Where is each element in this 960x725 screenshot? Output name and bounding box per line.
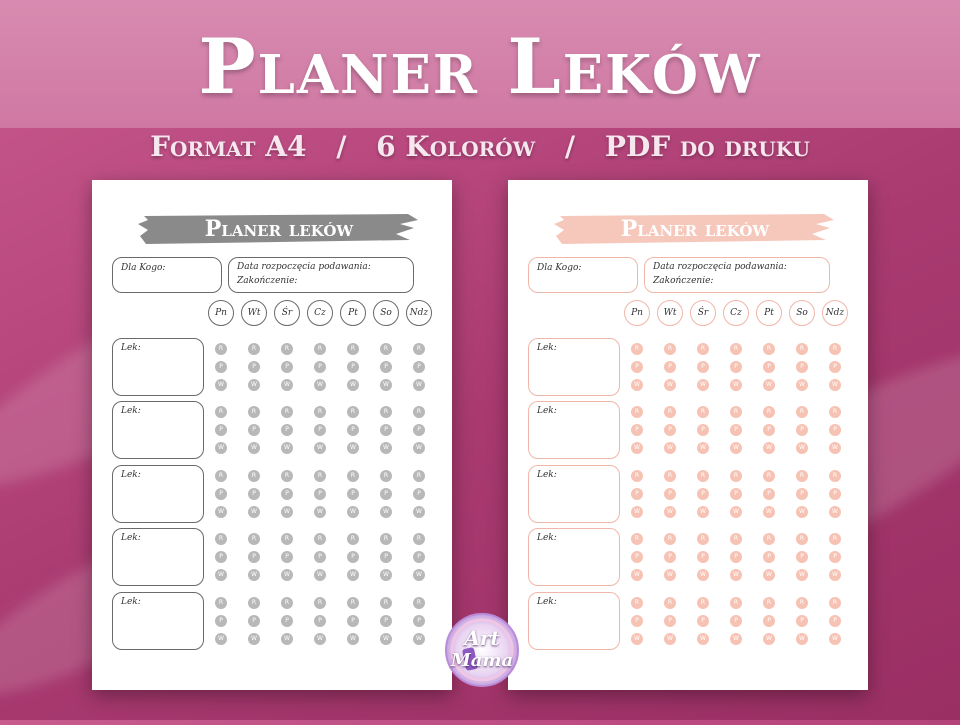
medication-box (528, 338, 620, 396)
dose-dot: R (697, 597, 709, 609)
dose-dot: P (631, 424, 643, 436)
subtitle-format: Format A4 (150, 130, 307, 163)
dose-dot: R (347, 597, 359, 609)
page-title: Planer Leków (198, 22, 762, 111)
dose-dot: W (314, 569, 326, 581)
dose-dot: W (413, 379, 425, 391)
dose-dot: W (763, 506, 775, 518)
dose-dot: R (631, 406, 643, 418)
dose-dot: R (631, 470, 643, 482)
dose-dot: R (314, 343, 326, 355)
medication-box (528, 401, 620, 459)
dose-dot: W (314, 506, 326, 518)
dose-dot: R (347, 343, 359, 355)
dose-dot: W (697, 506, 709, 518)
subtitle-pdf: PDF do druku (604, 130, 810, 163)
dose-dot: P (347, 361, 359, 373)
medication-box (528, 592, 620, 650)
dose-dot: P (730, 361, 742, 373)
dose-dot: P (248, 488, 260, 500)
dose-dot: W (380, 379, 392, 391)
dose-dot: W (413, 442, 425, 454)
medication-label: Lek: (121, 533, 141, 543)
dose-dot: R (380, 406, 392, 418)
dose-dot: P (829, 361, 841, 373)
medication-box (112, 401, 204, 459)
dose-dot: W (829, 633, 841, 645)
medication-label: Lek: (121, 406, 141, 416)
dose-dot: P (248, 424, 260, 436)
dose-dot: P (314, 361, 326, 373)
dose-dot: R (248, 533, 260, 545)
day-header-3: Cz (723, 300, 749, 326)
dose-dot: R (829, 343, 841, 355)
day-header-2: Śr (690, 300, 716, 326)
dose-dot: P (796, 488, 808, 500)
dose-dot: R (281, 406, 293, 418)
dose-dot: W (215, 506, 227, 518)
dose-dot: P (413, 424, 425, 436)
dose-dot: P (697, 488, 709, 500)
medication-label: Lek: (537, 597, 557, 607)
dates-box (644, 257, 830, 293)
day-header-4: Pt (340, 300, 366, 326)
dose-dot: P (281, 488, 293, 500)
dose-dot: R (697, 470, 709, 482)
dose-dot: W (730, 569, 742, 581)
day-header-6: Ndz (406, 300, 432, 326)
medication-box (112, 592, 204, 650)
dose-dot: R (215, 470, 227, 482)
dose-dot: P (347, 551, 359, 563)
dose-dot: P (380, 361, 392, 373)
dose-dot: W (796, 633, 808, 645)
dose-dot: W (631, 442, 643, 454)
subtitle-separator: / (564, 130, 576, 163)
day-header-6: Ndz (822, 300, 848, 326)
dose-dot: R (730, 597, 742, 609)
dose-dot: P (664, 361, 676, 373)
dose-dot: P (380, 488, 392, 500)
dose-dot: P (281, 361, 293, 373)
dose-dot: R (796, 597, 808, 609)
dose-dot: R (763, 597, 775, 609)
dose-dot: P (248, 551, 260, 563)
dose-dot: W (664, 379, 676, 391)
logo-text-art: Art (464, 626, 500, 650)
dose-dot: W (281, 506, 293, 518)
dose-dot: P (281, 424, 293, 436)
dose-dot: P (829, 551, 841, 563)
dose-dot: R (281, 470, 293, 482)
dose-dot: R (763, 470, 775, 482)
dose-dot: R (664, 533, 676, 545)
dose-dot: P (380, 551, 392, 563)
dose-dot: P (314, 615, 326, 627)
dose-dot: W (248, 569, 260, 581)
dose-dot: R (314, 470, 326, 482)
dose-dot: R (380, 597, 392, 609)
dose-dot: R (380, 533, 392, 545)
dose-dot: P (314, 551, 326, 563)
dose-dot: R (215, 533, 227, 545)
dose-dot: R (314, 597, 326, 609)
dose-dot: P (763, 424, 775, 436)
dose-dot: R (763, 406, 775, 418)
dose-dot: W (697, 569, 709, 581)
dose-dot: P (314, 424, 326, 436)
dose-dot: W (215, 442, 227, 454)
for-whom-box (112, 257, 222, 293)
dose-dot: P (631, 551, 643, 563)
dose-dot: W (248, 633, 260, 645)
dose-dot: W (248, 379, 260, 391)
dose-dot: W (664, 569, 676, 581)
subtitle (0, 130, 960, 170)
dose-dot: R (413, 597, 425, 609)
dose-dot: W (281, 633, 293, 645)
dose-dot: R (281, 533, 293, 545)
dose-dot: P (796, 551, 808, 563)
medication-label: Lek: (121, 470, 141, 480)
dose-dot: W (413, 569, 425, 581)
dose-dot: W (347, 506, 359, 518)
dose-dot: R (829, 406, 841, 418)
dose-dot: R (730, 343, 742, 355)
end-date-label: Zakończenie: (653, 276, 714, 286)
dose-dot: P (796, 361, 808, 373)
dose-dot: W (829, 442, 841, 454)
dose-dot: P (763, 615, 775, 627)
subtitle-colors: 6 Kolorów (376, 130, 536, 163)
medication-box (528, 465, 620, 523)
dose-dot: P (631, 488, 643, 500)
dose-dot: R (413, 470, 425, 482)
day-header-0: Pn (624, 300, 650, 326)
dose-dot: R (215, 597, 227, 609)
dose-dot: P (697, 551, 709, 563)
dose-dot: R (281, 343, 293, 355)
day-header-1: Wt (657, 300, 683, 326)
dose-dot: R (248, 343, 260, 355)
dose-dot: R (697, 406, 709, 418)
for-whom-box (528, 257, 638, 293)
dose-dot: R (697, 533, 709, 545)
dose-dot: W (347, 442, 359, 454)
dose-dot: P (730, 551, 742, 563)
dose-dot: W (730, 379, 742, 391)
dose-dot: P (380, 424, 392, 436)
dose-dot: R (829, 533, 841, 545)
dose-dot: P (664, 551, 676, 563)
dose-dot: W (697, 633, 709, 645)
dose-dot: W (413, 633, 425, 645)
dose-dot: P (413, 488, 425, 500)
dose-dot: R (347, 533, 359, 545)
dose-dot: R (796, 533, 808, 545)
dose-dot: R (796, 470, 808, 482)
planner-sheet-peach (508, 180, 868, 690)
dose-dot: P (380, 615, 392, 627)
dose-dot: P (413, 615, 425, 627)
dose-dot: W (413, 506, 425, 518)
dose-dot: P (730, 488, 742, 500)
day-header-5: So (373, 300, 399, 326)
dose-dot: R (413, 533, 425, 545)
dose-dot: R (730, 533, 742, 545)
dose-dot: W (664, 442, 676, 454)
dose-dot: P (248, 361, 260, 373)
dose-dot: P (347, 615, 359, 627)
for-whom-label: Dla Kogo: (121, 263, 166, 273)
day-header-4: Pt (756, 300, 782, 326)
dose-dot: W (314, 633, 326, 645)
dose-dot: W (730, 633, 742, 645)
dose-dot: P (763, 361, 775, 373)
dose-dot: W (380, 633, 392, 645)
dose-dot: W (796, 569, 808, 581)
dose-dot: W (763, 379, 775, 391)
dose-dot: P (215, 551, 227, 563)
dose-dot: R (248, 406, 260, 418)
dose-dot: P (215, 361, 227, 373)
dose-dot: P (413, 361, 425, 373)
dose-dot: P (730, 615, 742, 627)
artmama-logo (444, 612, 520, 688)
dose-dot: P (347, 488, 359, 500)
dose-dot: R (730, 470, 742, 482)
dose-dot: W (347, 569, 359, 581)
dose-dot: P (248, 615, 260, 627)
dose-dot: P (664, 424, 676, 436)
dose-dot: P (215, 615, 227, 627)
dose-dot: W (314, 379, 326, 391)
dose-dot: W (697, 442, 709, 454)
subtitle-separator: / (336, 130, 347, 163)
dose-dot: W (380, 569, 392, 581)
dose-dot: R (215, 343, 227, 355)
dose-dot: W (829, 506, 841, 518)
start-date-label: Data rozpoczęcia podawania: (237, 262, 371, 272)
dose-dot: W (763, 442, 775, 454)
dose-dot: P (314, 488, 326, 500)
dose-dot: P (829, 488, 841, 500)
dose-dot: W (281, 442, 293, 454)
medication-label: Lek: (537, 406, 557, 416)
dose-dot: P (796, 615, 808, 627)
dose-dot: R (248, 470, 260, 482)
dose-dot: P (796, 424, 808, 436)
dose-dot: W (730, 442, 742, 454)
planner-sheet-grey (92, 180, 452, 690)
dose-dot: P (697, 424, 709, 436)
logo-text-mama: Mama (450, 650, 514, 671)
dose-dot: R (664, 597, 676, 609)
dose-dot: P (697, 615, 709, 627)
dose-dot: R (796, 343, 808, 355)
dose-dot: W (763, 569, 775, 581)
medication-label: Lek: (537, 343, 557, 353)
medication-box (528, 528, 620, 586)
dose-dot: W (631, 506, 643, 518)
dose-dot: R (413, 343, 425, 355)
dose-dot: W (314, 442, 326, 454)
dose-dot: P (281, 551, 293, 563)
dose-dot: W (248, 442, 260, 454)
dose-dot: P (631, 361, 643, 373)
medication-box (112, 465, 204, 523)
dose-dot: P (413, 551, 425, 563)
dose-dot: W (215, 633, 227, 645)
dose-dot: R (281, 597, 293, 609)
dose-dot: R (413, 406, 425, 418)
dose-dot: R (829, 597, 841, 609)
dose-dot: R (763, 533, 775, 545)
day-header-3: Cz (307, 300, 333, 326)
dose-dot: P (631, 615, 643, 627)
day-header-0: Pn (208, 300, 234, 326)
dose-dot: W (380, 506, 392, 518)
day-header-1: Wt (241, 300, 267, 326)
dose-dot: R (631, 343, 643, 355)
dose-dot: P (215, 424, 227, 436)
dose-dot: R (215, 406, 227, 418)
dose-dot: W (215, 569, 227, 581)
dose-dot: W (664, 506, 676, 518)
dose-dot: P (664, 615, 676, 627)
dose-dot: W (664, 633, 676, 645)
day-header-5: So (789, 300, 815, 326)
dose-dot: W (796, 506, 808, 518)
dose-dot: R (730, 406, 742, 418)
dose-dot: W (796, 442, 808, 454)
dose-dot: R (796, 406, 808, 418)
dose-dot: R (763, 343, 775, 355)
dose-dot: R (314, 533, 326, 545)
dose-dot: R (380, 343, 392, 355)
start-date-label: Data rozpoczęcia podawania: (653, 262, 787, 272)
dose-dot: W (281, 379, 293, 391)
dose-dot: P (697, 361, 709, 373)
dates-box (228, 257, 414, 293)
dose-dot: P (763, 551, 775, 563)
dose-dot: R (631, 533, 643, 545)
dose-dot: W (796, 379, 808, 391)
medication-box (112, 338, 204, 396)
dose-dot: W (215, 379, 227, 391)
dose-dot: W (763, 633, 775, 645)
dose-dot: R (248, 597, 260, 609)
dose-dot: P (215, 488, 227, 500)
medication-label: Lek: (121, 597, 141, 607)
for-whom-label: Dla Kogo: (537, 263, 582, 273)
dose-dot: W (631, 569, 643, 581)
dose-dot: P (730, 424, 742, 436)
dose-dot: W (380, 442, 392, 454)
dose-dot: W (829, 569, 841, 581)
dose-dot: W (347, 379, 359, 391)
dose-dot: R (664, 406, 676, 418)
day-header-2: Śr (274, 300, 300, 326)
dose-dot: R (314, 406, 326, 418)
medication-label: Lek: (537, 470, 557, 480)
dose-dot: P (664, 488, 676, 500)
dose-dot: P (763, 488, 775, 500)
dose-dot: R (380, 470, 392, 482)
medication-label: Lek: (537, 533, 557, 543)
dose-dot: R (631, 597, 643, 609)
dose-dot: W (829, 379, 841, 391)
dose-dot: R (697, 343, 709, 355)
dose-dot: P (829, 424, 841, 436)
sheet-title: Planer leków (620, 216, 770, 242)
dose-dot: R (664, 470, 676, 482)
medication-box (112, 528, 204, 586)
dose-dot: P (829, 615, 841, 627)
dose-dot: R (664, 343, 676, 355)
dose-dot: W (730, 506, 742, 518)
dose-dot: R (829, 470, 841, 482)
end-date-label: Zakończenie: (237, 276, 298, 286)
sheet-title: Planer leków (204, 216, 354, 242)
dose-dot: R (347, 470, 359, 482)
dose-dot: W (347, 633, 359, 645)
dose-dot: W (281, 569, 293, 581)
dose-dot: W (631, 379, 643, 391)
dose-dot: W (631, 633, 643, 645)
medication-label: Lek: (121, 343, 141, 353)
dose-dot: P (347, 424, 359, 436)
dose-dot: P (281, 615, 293, 627)
dose-dot: W (697, 379, 709, 391)
dose-dot: W (248, 506, 260, 518)
dose-dot: R (347, 406, 359, 418)
